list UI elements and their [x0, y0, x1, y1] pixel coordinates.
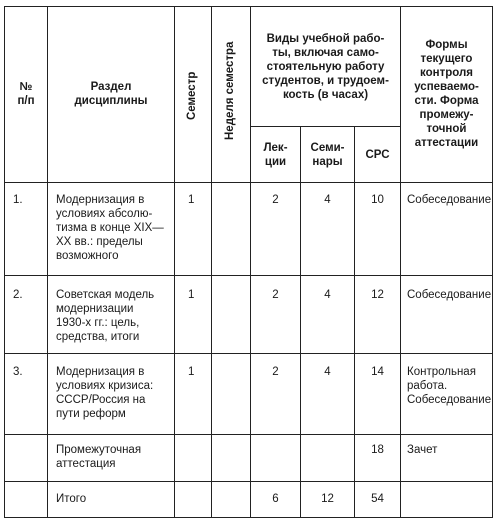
row-1-seminars: 4: [324, 194, 331, 206]
row-1-srs: 10: [371, 194, 384, 206]
row-4-section: Промежуточная аттестация: [56, 444, 142, 470]
row-3-section: Модернизация в условиях кризиса: СССР/Россия на пути реформ: [56, 366, 154, 420]
header-seminars: Семи- нары: [310, 142, 345, 168]
header-split-line: [250, 126, 400, 127]
header-bottom-line: [4, 182, 493, 183]
row-3-num: 3.: [13, 366, 23, 378]
row-1-bottom-line: [4, 275, 493, 276]
row-2-control: Собеседование: [407, 289, 492, 301]
row-2-section: Советская модель модернизации 1930-х гг.: цель, средства, итоги: [56, 289, 155, 343]
row-5-lectures: 6: [272, 493, 279, 505]
row-5-seminars: 12: [321, 493, 334, 505]
row-2-semester: 1: [188, 289, 195, 301]
row-5-srs: 54: [371, 493, 384, 505]
row-4-bottom-line: [4, 481, 493, 482]
col-border-lectures: [300, 127, 301, 518]
col-border-seminars: [354, 127, 355, 518]
row-1-semester: 1: [188, 194, 195, 206]
table-border-top: [4, 6, 493, 7]
header-semester: Семестр: [186, 71, 198, 120]
row-1-num: 1.: [13, 194, 23, 206]
row-3-control: Контрольная работа. Собеседование: [407, 366, 492, 406]
row-1-control: Собеседование: [407, 194, 492, 206]
row-3-semester: 1: [188, 366, 195, 378]
row-3-seminars: 4: [324, 366, 331, 378]
header-week: Неделя семестра: [224, 41, 236, 140]
header-section: Раздел дисциплины: [74, 81, 148, 107]
row-2-num: 2.: [13, 289, 23, 301]
row-2-seminars: 4: [324, 289, 331, 301]
row-3-bottom-line: [4, 434, 493, 435]
header-work-types: Виды учебной рабо- ты, включая само- стоятельную работу студентов, и трудоем- кость (в часах): [262, 33, 389, 101]
row-3-srs: 14: [371, 366, 384, 378]
header-control: Формы текущего контроля успеваемо- сти. Форма промежу- точной аттестации: [414, 39, 479, 149]
table-border-bottom: [4, 517, 493, 518]
col-border-right: [492, 6, 493, 518]
header-num: № п/п: [17, 81, 35, 107]
col-border-semester: [211, 6, 212, 518]
row-5-section: Итого: [56, 493, 87, 505]
row-3-lectures: 2: [272, 366, 279, 378]
header-lectures: Лек- ции: [263, 142, 288, 168]
row-1-section: Модернизация в условиях абсолю- тизма в конце XIX— XX вв.: пределы возможного: [56, 194, 164, 262]
header-srs: СРС: [365, 149, 390, 161]
row-2-srs: 12: [371, 289, 384, 301]
row-2-lectures: 2: [272, 289, 279, 301]
row-2-bottom-line: [4, 353, 493, 354]
row-1-lectures: 2: [272, 194, 279, 206]
col-border-section: [174, 6, 175, 518]
row-4-control: Зачет: [407, 444, 438, 456]
row-4-srs: 18: [371, 444, 384, 456]
